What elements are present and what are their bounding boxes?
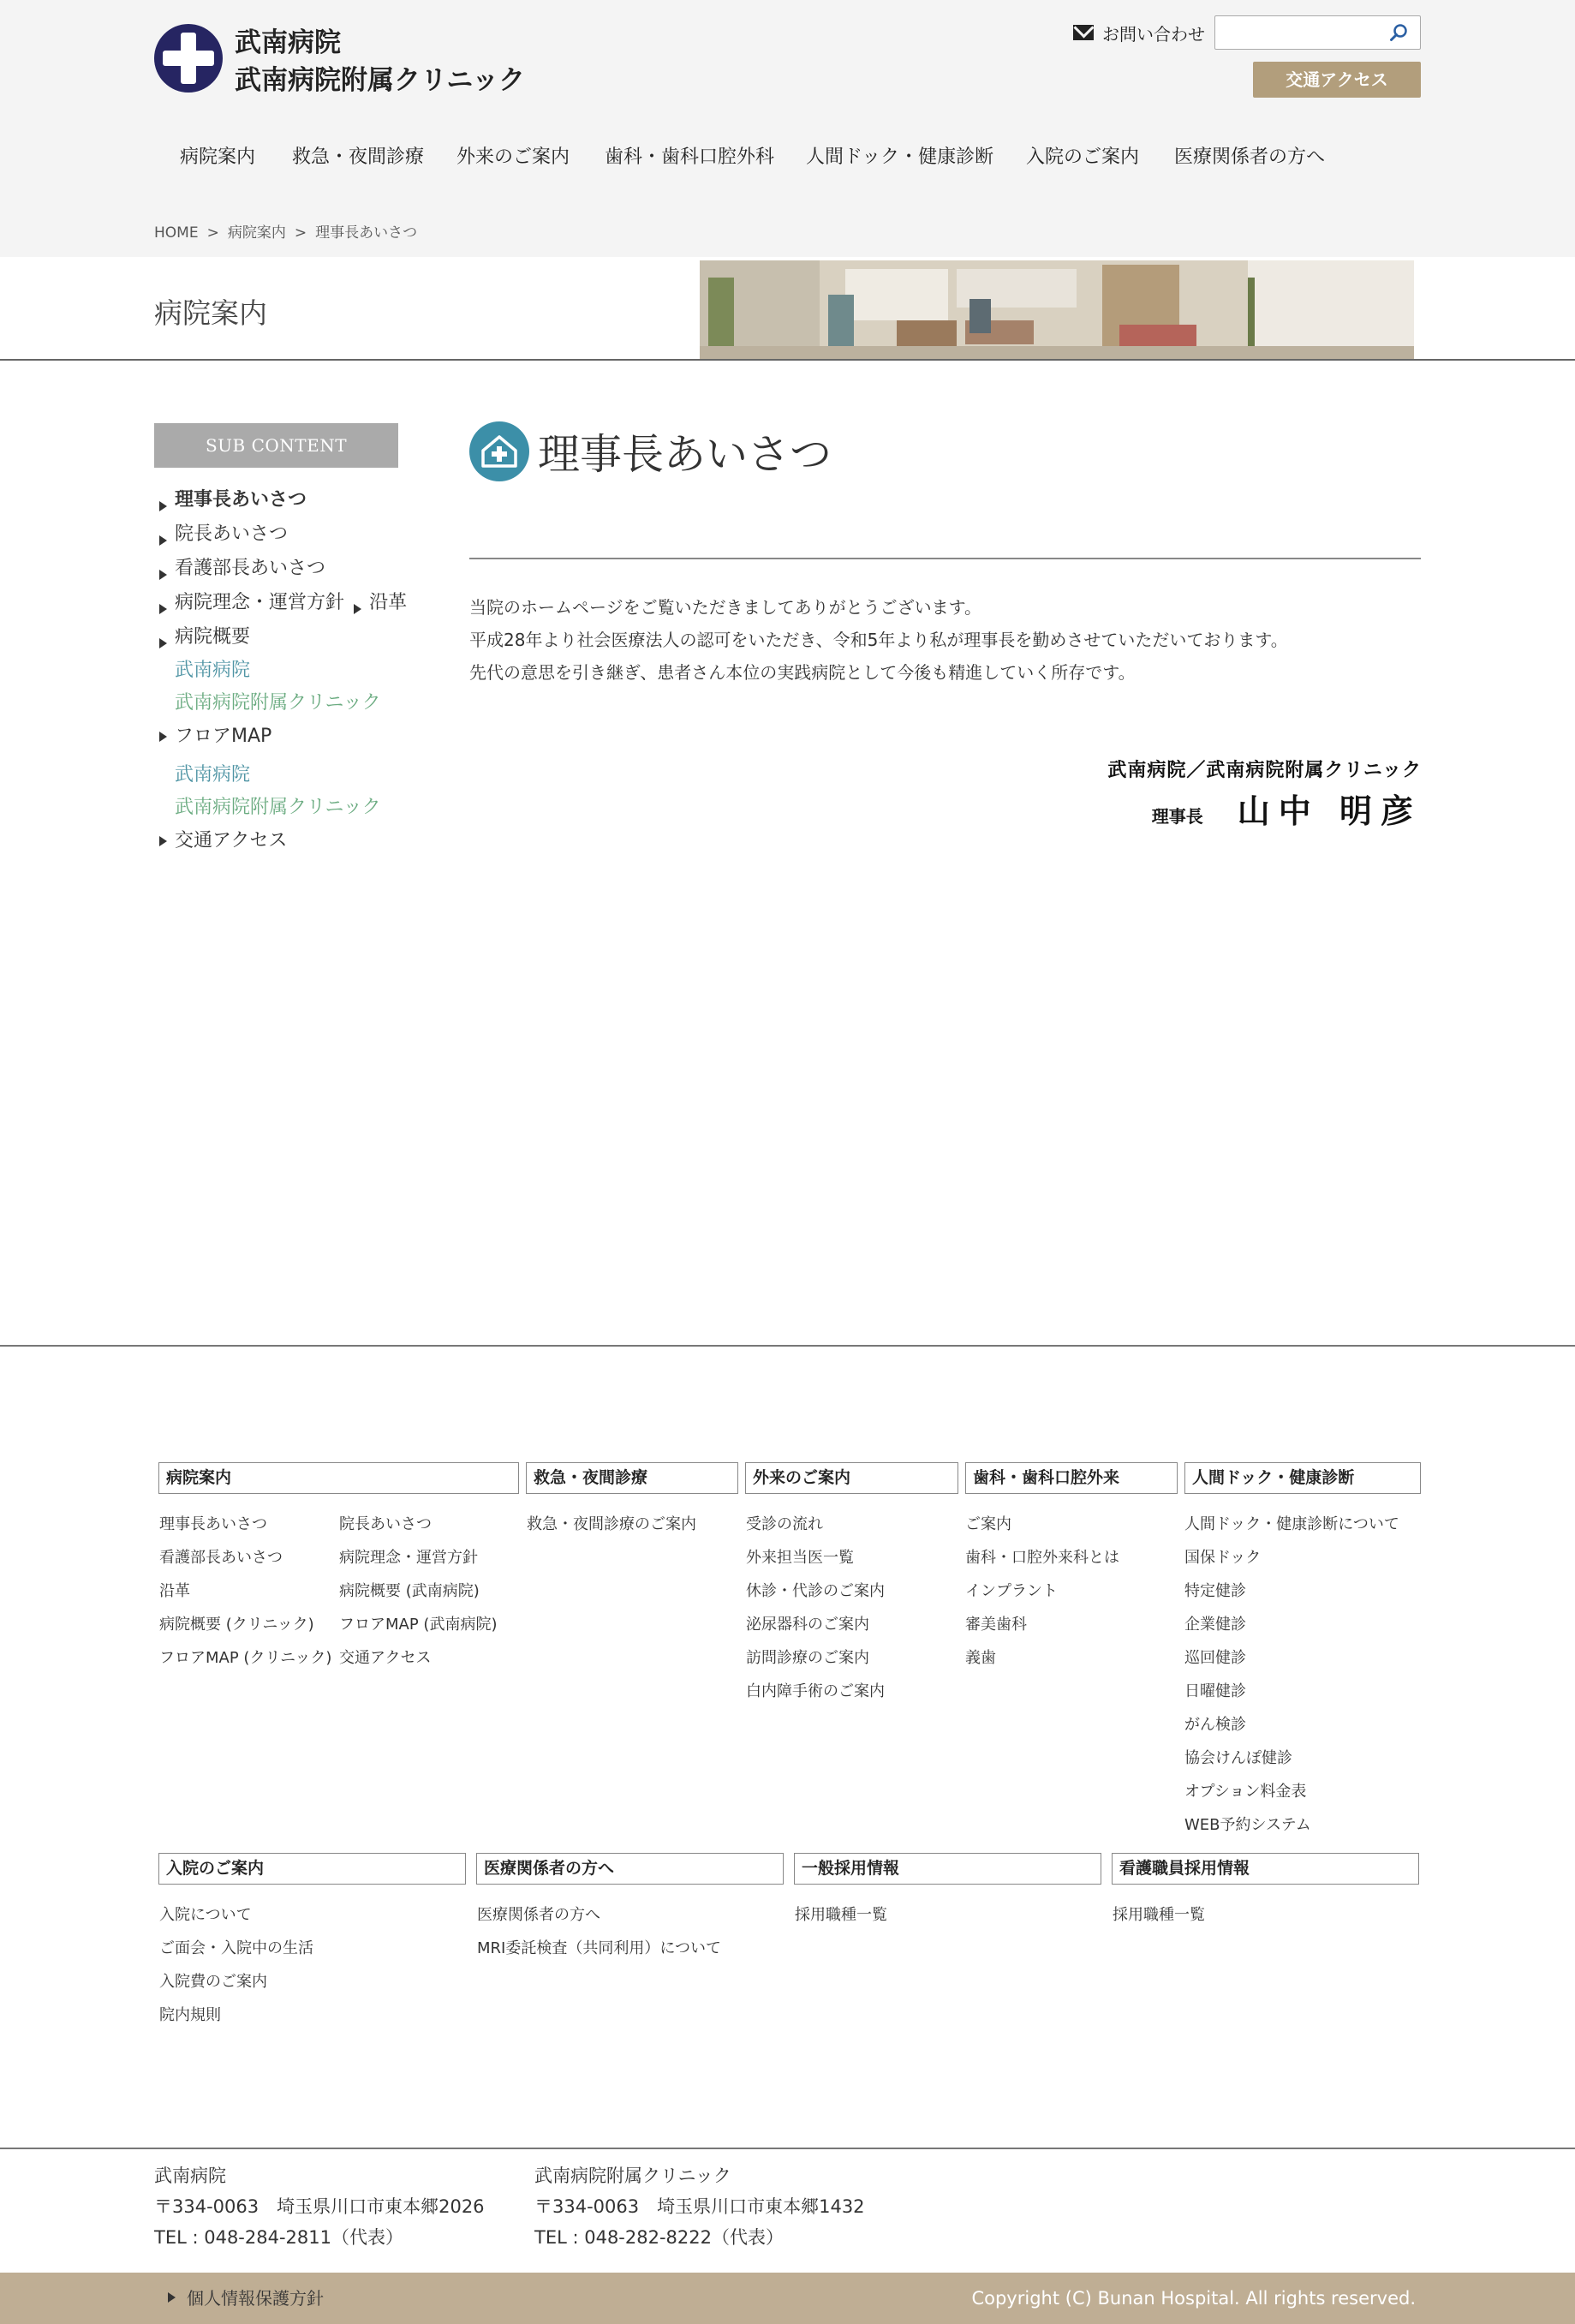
sitemap-link[interactable]: 巡回健診 (1184, 1649, 1246, 1667)
search-box (1214, 15, 1421, 50)
site-header (0, 0, 1575, 257)
greeting-text (469, 591, 1288, 689)
sidebar-item-nursing-greeting[interactable]: 看護部長あいさつ (154, 558, 325, 579)
breadcrumb-hospital-guide[interactable]: 病院案内 (227, 224, 286, 242)
sitemap-link[interactable]: 看護部長あいさつ (159, 1549, 283, 1567)
sidebar-item-philosophy[interactable]: 病院理念・運営方針 (154, 592, 344, 613)
sitemap-links-general-recruit (795, 1898, 887, 1932)
sidebar-item-chairman-greeting[interactable]: 理事長あいさつ (154, 489, 307, 511)
sidebar-item-floor-map[interactable]: フロアMAP (154, 720, 411, 759)
sitemap-link[interactable]: インプラント (965, 1582, 1058, 1600)
sitemap-link[interactable]: 医療関係者の方へ (477, 1906, 600, 1924)
section-title: 病院案内 (154, 296, 267, 330)
sitemap-heading-medical-professionals[interactable]: 医療関係者の方へ (476, 1853, 784, 1885)
sitemap-heading-general-recruit[interactable]: 一般採用情報 (794, 1853, 1101, 1885)
sitemap-link[interactable]: WEB予約システム (1184, 1816, 1311, 1834)
sitemap-link[interactable]: 特定健診 (1184, 1582, 1246, 1600)
hospital-house-icon (469, 421, 529, 481)
address-line: 〒334-0063 埼玉県川口市東本郷1432 (534, 2196, 865, 2217)
sidebar-subitem-floor-clinic[interactable]: 武南病院附属クリニック (175, 797, 381, 818)
privacy-policy-link[interactable]: 個人情報保護方針 (168, 2273, 324, 2324)
sitemap-heading-hospital-guide[interactable]: 病院案内 (158, 1462, 519, 1494)
contact-link[interactable] (1073, 21, 1205, 45)
breadcrumb: HOME > 病院案内 > 理事長あいさつ (154, 224, 418, 242)
sitemap-links-admission (159, 1898, 313, 2032)
section-title-band (0, 257, 1575, 361)
lobby-banner-image (700, 260, 1414, 359)
sitemap-links-nursing-recruit (1113, 1898, 1205, 1932)
sitemap-link[interactable]: 理事長あいさつ (159, 1515, 267, 1533)
sitemap-link[interactable]: 日曜健診 (1184, 1682, 1246, 1700)
sitemap-link[interactable]: 採用職種一覧 (1113, 1906, 1205, 1924)
sidebar-subitem-floor-hospital[interactable]: 武南病院 (175, 764, 251, 786)
sitemap-link[interactable]: MRI委託検査（共同利用）について (477, 1939, 721, 1957)
sitemap-link[interactable]: 病院理念・運営方針 (339, 1549, 478, 1567)
sitemap-link[interactable]: 受診の流れ (746, 1515, 823, 1533)
sidebar-item-director-greeting[interactable]: 院長あいさつ (154, 523, 288, 545)
greeting-line: 平成28年より社会医療法人の認可をいただき、令和5年より私が理事長を勤めさせていただいております。 (469, 630, 1288, 650)
logo-cross-icon (154, 24, 223, 93)
sitemap-link[interactable]: 病院概要 (武南病院) (339, 1582, 480, 1600)
sidebar-subitem-overview-hospital[interactable]: 武南病院 (175, 660, 251, 681)
global-nav (180, 142, 1325, 169)
chairman-signature (1079, 756, 1422, 841)
sitemap-link[interactable]: 人間ドック・健康診断について (1184, 1515, 1399, 1533)
sidebar-item-overview[interactable]: 病院概要 (154, 626, 250, 648)
sidebar-item-access[interactable]: 交通アクセス (154, 824, 411, 863)
nav-item-emergency[interactable]: 救急・夜間診療 (292, 146, 425, 168)
sitemap-link[interactable]: ご案内 (965, 1515, 1011, 1533)
sitemap-links-medical-professionals (477, 1898, 721, 1965)
nav-item-hospital-guide[interactable]: 病院案内 (180, 146, 256, 168)
nav-item-medical-professionals[interactable]: 医療関係者の方へ (1174, 146, 1326, 168)
address-name: 武南病院附属クリニック (534, 2166, 731, 2186)
address-line: 〒334-0063 埼玉県川口市東本郷2026 (154, 2196, 485, 2217)
site-logo[interactable] (154, 24, 531, 97)
sitemap-link[interactable]: 院長あいさつ (339, 1515, 432, 1533)
sitemap-divider (0, 1345, 1575, 1347)
sitemap-link[interactable]: 歯科・口腔外来科とは (965, 1549, 1119, 1567)
sitemap-links-hospital-guide-col2 (339, 1508, 497, 1675)
sitemap-link[interactable]: 協会けんぽ健診 (1184, 1749, 1292, 1767)
greeting-line: 当院のホームページをご覧いただきましてありがとうございます。 (469, 597, 981, 618)
sitemap-heading-health-checkup[interactable]: 人間ドック・健康診断 (1184, 1462, 1421, 1494)
access-button[interactable]: 交通アクセス (1253, 62, 1421, 98)
sitemap-link[interactable]: ご面会・入院中の生活 (159, 1939, 313, 1957)
sitemap-link[interactable]: フロアMAP (武南病院) (339, 1616, 498, 1634)
sidebar-item-history[interactable]: 沿革 (349, 592, 407, 613)
sitemap-heading-outpatient[interactable]: 外来のご案内 (745, 1462, 958, 1494)
address-clinic (534, 2160, 865, 2253)
signature-name-line (1152, 785, 1422, 832)
sitemap-heading-emergency[interactable]: 救急・夜間診療 (526, 1462, 738, 1494)
sitemap-link[interactable]: がん検診 (1184, 1716, 1246, 1734)
nav-item-health-checkup[interactable]: 人間ドック・健康診断 (806, 146, 994, 168)
breadcrumb-current: 理事長あいさつ (315, 224, 418, 242)
sitemap-link[interactable]: フロアMAP (クリニック) (159, 1649, 332, 1667)
address-hospital (154, 2160, 485, 2253)
sitemap-link[interactable]: 救急・夜間診療のご案内 (527, 1515, 696, 1533)
nav-item-dental[interactable]: 歯科・歯科口腔外科 (605, 146, 775, 168)
search-input[interactable] (1222, 20, 1376, 45)
breadcrumb-home[interactable]: HOME (154, 224, 199, 242)
sitemap-link[interactable]: 審美歯科 (965, 1616, 1027, 1634)
contact-label: お問い合わせ (1102, 23, 1205, 45)
signature-role: 理事長 (1151, 806, 1203, 827)
logo-line2: 武南病院附属クリニック (235, 65, 526, 96)
sitemap-link[interactable]: 企業健診 (1184, 1616, 1246, 1634)
sitemap-links-hospital-guide (159, 1508, 331, 1675)
sitemap-link[interactable]: 泌尿器科のご案内 (746, 1616, 869, 1634)
sitemap-link[interactable]: オプション料金表 (1184, 1783, 1307, 1801)
address-tel: TEL : 048-282-8222（代表） (534, 2227, 784, 2248)
copyright-text: Copyright (C) Bunan Hospital. All rights reserved. (971, 2288, 1416, 2309)
sitemap-link[interactable]: 交通アクセス (339, 1649, 432, 1667)
footer-bar (0, 2273, 1575, 2324)
sitemap-links-outpatient (746, 1508, 885, 1708)
sitemap-links-dental (965, 1508, 1119, 1675)
sitemap-link[interactable]: 白内障手術のご案内 (746, 1682, 885, 1700)
signature-name: 山中 明彦 (1237, 792, 1422, 830)
sitemap-link[interactable]: 入院費のご案内 (159, 1973, 267, 1991)
sitemap-link[interactable]: 外来担当医一覧 (746, 1549, 854, 1567)
signature-organization: 武南病院／武南病院附属クリニック (1107, 759, 1422, 781)
mail-icon (1073, 25, 1094, 40)
sitemap-heading-nursing-recruit[interactable]: 看護職員採用情報 (1112, 1853, 1419, 1885)
greeting-line: 先代の意思を引き継ぎ、患者さん本位の実践病院として今後も精進していく所存です。 (469, 662, 1136, 683)
title-divider (469, 558, 1421, 559)
sitemap-link[interactable]: 沿革 (159, 1582, 190, 1600)
logo-line1: 武南病院 (235, 27, 341, 58)
sitemap-link[interactable]: 休診・代診のご案内 (746, 1582, 885, 1600)
nav-item-outpatient[interactable]: 外来のご案内 (456, 146, 570, 168)
page-title: 理事長あいさつ (538, 430, 832, 479)
sub-content-header: SUB CONTENT (154, 423, 398, 468)
logo-text (235, 24, 525, 99)
search-icon[interactable] (1389, 23, 1408, 42)
sitemap-link[interactable]: 訪問診療のご案内 (746, 1649, 869, 1667)
page-title-block (469, 421, 832, 481)
sitemap-links-health-checkup (1184, 1508, 1399, 1842)
sitemap-link[interactable]: 国保ドック (1184, 1549, 1262, 1567)
sitemap-links-emergency (527, 1508, 696, 1541)
sidebar-subitem-overview-clinic[interactable]: 武南病院附属クリニック (175, 692, 381, 714)
nav-item-admission[interactable]: 入院のご案内 (1026, 146, 1140, 168)
sitemap-link[interactable]: 義歯 (965, 1649, 996, 1667)
sitemap-heading-dental[interactable]: 歯科・歯科口腔外来 (965, 1462, 1178, 1494)
address-tel: TEL : 048-284-2811（代表） (154, 2227, 403, 2248)
sitemap-link[interactable]: 採用職種一覧 (795, 1906, 887, 1924)
address-name: 武南病院 (154, 2166, 226, 2186)
sitemap-link[interactable]: 病院概要 (クリニック) (159, 1616, 314, 1634)
sitemap-link[interactable]: 入院について (159, 1906, 252, 1924)
sitemap-link[interactable]: 院内規則 (159, 2006, 221, 2024)
sidebar-menu (154, 483, 411, 863)
address-divider (0, 2148, 1575, 2149)
sitemap-heading-admission[interactable]: 入院のご案内 (158, 1853, 466, 1885)
